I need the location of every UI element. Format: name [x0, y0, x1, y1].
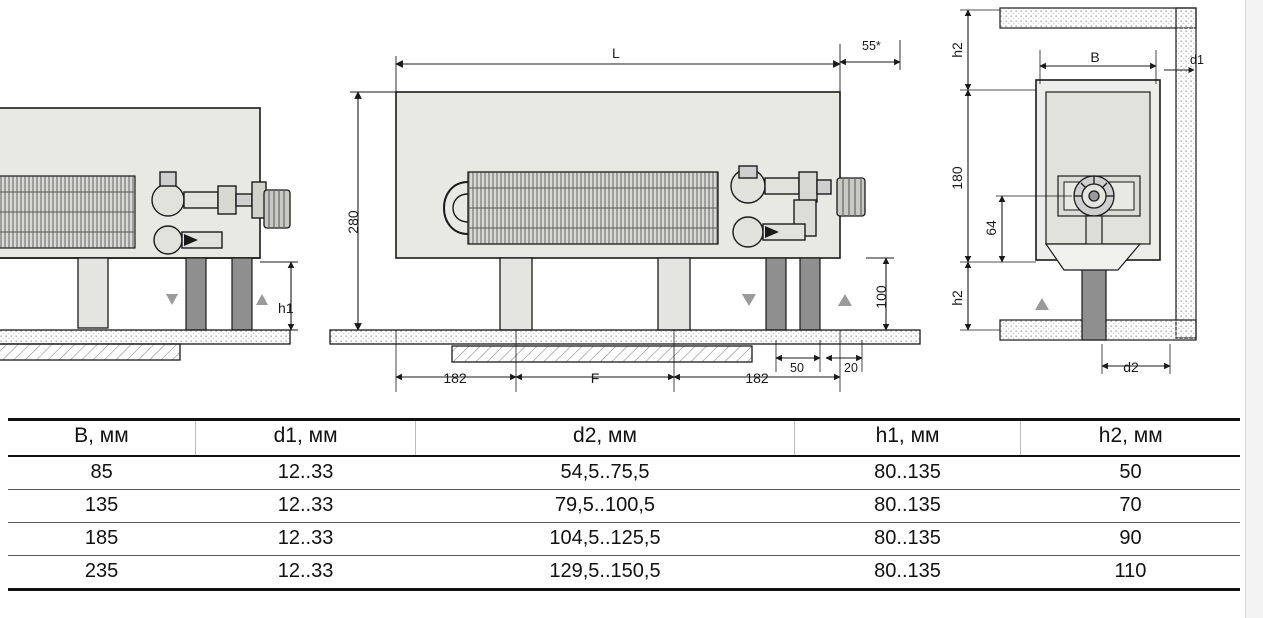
- dim-L: L: [612, 45, 620, 61]
- dim-20: 20: [844, 361, 858, 375]
- cell-B: 235: [8, 556, 195, 590]
- dim-182-left: 182: [443, 370, 467, 386]
- cell-d2: 129,5..150,5: [416, 556, 794, 590]
- col-header-d1: d1, мм: [195, 420, 416, 457]
- cell-h1: 80..135: [794, 523, 1021, 556]
- view-front: [330, 39, 920, 392]
- dim-h2-bottom: h2: [949, 290, 965, 306]
- cell-h2: 50: [1021, 456, 1240, 490]
- dim-h1-left: h1: [278, 300, 294, 316]
- cell-d1: 12..33: [195, 490, 416, 523]
- spec-table-wrapper: [8, 418, 1240, 591]
- cell-h2: 70: [1021, 490, 1240, 523]
- cell-B: 135: [8, 490, 195, 523]
- dim-50: 50: [790, 361, 804, 375]
- cell-h1: 80..135: [794, 456, 1021, 490]
- col-header-B: B, мм: [8, 420, 195, 457]
- cell-d1: 12..33: [195, 556, 416, 590]
- dim-64: 64: [983, 220, 999, 236]
- dim-d1: d1: [1190, 53, 1204, 67]
- view-left-side: [0, 108, 298, 360]
- view-section: [949, 8, 1204, 375]
- cell-h1: 80..135: [794, 556, 1021, 590]
- cell-h1: 80..135: [794, 490, 1021, 523]
- dim-B: B: [1090, 49, 1100, 65]
- dim-h2-top: h2: [949, 42, 965, 58]
- table-row: [8, 456, 1240, 490]
- dim-180: 180: [949, 166, 965, 190]
- cell-d1: 12..33: [195, 523, 416, 556]
- table-header-row: [8, 420, 1240, 457]
- cell-d2: 79,5..100,5: [416, 490, 794, 523]
- cell-h2: 110: [1021, 556, 1240, 590]
- table-row: [8, 523, 1240, 556]
- cell-d1: 12..33: [195, 456, 416, 490]
- spec-table: [8, 418, 1240, 591]
- dim-182-right: 182: [745, 370, 769, 386]
- cell-B: 85: [8, 456, 195, 490]
- page-right-margin: [1245, 0, 1263, 618]
- dim-d2: d2: [1123, 359, 1139, 375]
- dim-F: F: [590, 370, 600, 386]
- dim-280: 280: [345, 210, 361, 234]
- cell-d2: 104,5..125,5: [416, 523, 794, 556]
- dim-100: 100: [873, 285, 889, 309]
- dim-55: 55*: [862, 39, 881, 53]
- spec-table-body: [8, 456, 1240, 590]
- col-header-h2: h2, мм: [1021, 420, 1240, 457]
- table-row: [8, 490, 1240, 523]
- cell-B: 185: [8, 523, 195, 556]
- cell-h2: 90: [1021, 523, 1240, 556]
- spec-table-head: [8, 420, 1240, 457]
- table-row: [8, 556, 1240, 590]
- col-header-d2: d2, мм: [416, 420, 794, 457]
- col-header-h1: h1, мм: [794, 420, 1021, 457]
- cell-d2: 54,5..75,5: [416, 456, 794, 490]
